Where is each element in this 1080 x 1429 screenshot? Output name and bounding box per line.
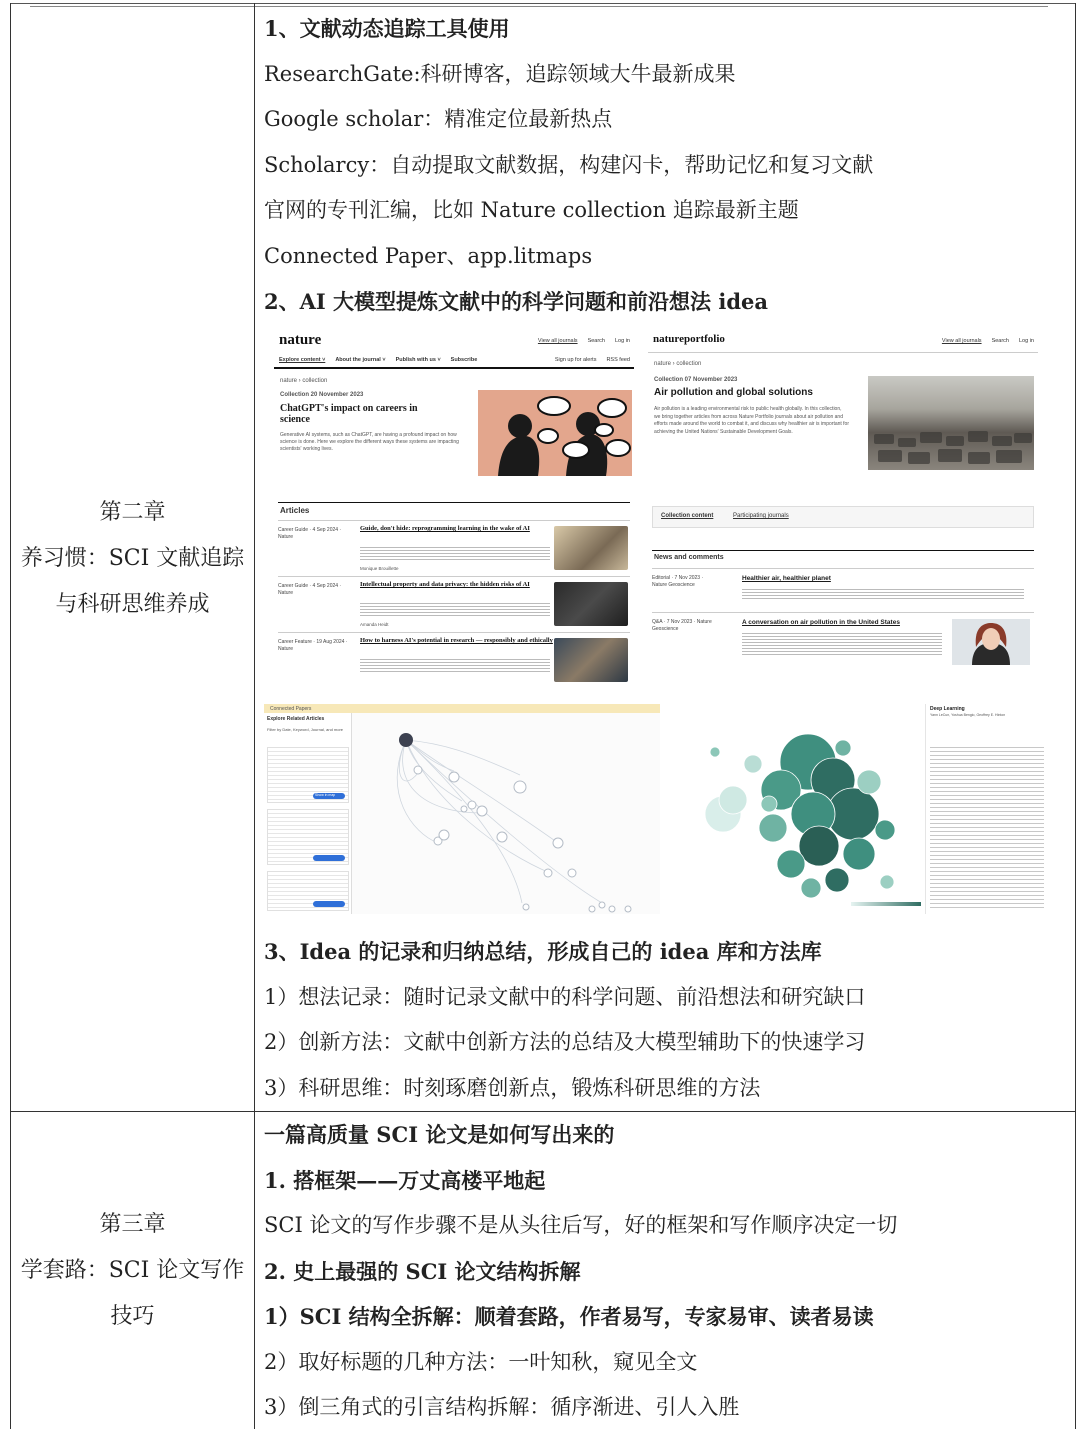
traffic-photo (868, 376, 1034, 470)
chapter3-number: 第三章 (99, 1211, 166, 1237)
news-row[interactable] (652, 568, 1034, 612)
top-banner (264, 704, 660, 713)
article-row[interactable] (278, 632, 630, 682)
article-title[interactable]: Guide, don't hide: reprogramming learning in the wake of AI (360, 525, 530, 532)
article-meta: Career Guide · 4 Sep 2024 · Nature (278, 527, 342, 540)
show-in-map-label: Show in map (315, 793, 336, 797)
news-label: News and comments (654, 554, 724, 561)
breadcrumb: nature › collection (654, 361, 702, 367)
portrait-photo (952, 619, 1030, 665)
chapter2-content-bottom (264, 929, 1072, 1111)
paper-abstract (930, 744, 1044, 910)
sidebar-title: Explore Related Articles (267, 716, 325, 722)
article-title[interactable]: Intellectual property and data privacy: the hidden risks of AI (360, 581, 530, 588)
articles-rule (278, 502, 630, 503)
section1-item: ResearchGate:科研博客，追踪领域大牛最新成果 (264, 61, 736, 86)
related-articles-sidebar (264, 713, 352, 914)
article-meta: Career Guide · 4 Sep 2024 · Nature (278, 583, 342, 596)
section1-heading: 1、文献动态追踪工具使用 (264, 16, 510, 41)
article-thumbnail (554, 638, 628, 682)
news-title[interactable]: A conversation on air pollution in the United States (742, 619, 900, 626)
table-column-divider (254, 3, 255, 1429)
collection-date: Collection 20 November 2023 (280, 392, 364, 398)
section3-item: 1）想法记录：随时记录文献中的科学问题、前沿想法和研究缺口 (264, 984, 866, 1009)
citation-graph[interactable] (352, 713, 660, 914)
article-thumbnail (554, 526, 628, 570)
nature-nav-right (555, 357, 630, 363)
nature-collection-screenshot (274, 330, 634, 682)
related-article-card[interactable] (267, 747, 349, 803)
nature-nav (279, 357, 477, 363)
table-right-border (1075, 3, 1076, 1429)
bubble-cluster-map[interactable] (673, 704, 923, 914)
login-link[interactable]: Log in (615, 338, 630, 344)
alerts-link[interactable]: Sign up for alerts (554, 357, 597, 363)
collection-tabs (652, 506, 1034, 528)
chapter3-title-line1: 学套路：SCI 论文写作 (20, 1257, 245, 1283)
nav-publish[interactable]: Publish with us ˅ (395, 357, 441, 363)
chapter3-title-cell (11, 1112, 254, 1429)
section1-item: Connected Paper、app.litmaps (264, 243, 593, 268)
article-description (360, 545, 550, 561)
related-article-card[interactable] (267, 809, 349, 865)
chapter3-line: 2）取好标题的几种方法：一叶知秋，窥见全文 (264, 1349, 698, 1374)
section3-item: 2）创新方法：文献中创新方法的总结及大模型辅助下的快速学习 (264, 1030, 866, 1054)
article-meta: Career Feature · 19 Aug 2024 · Nature (278, 639, 348, 652)
section2-heading: 2、AI 大模型提炼文献中的科学问题和前沿想法 idea (264, 289, 768, 314)
nature-logo: nature (279, 332, 322, 348)
nav-subscribe[interactable]: Subscribe (450, 357, 478, 363)
news-row[interactable] (652, 612, 1034, 678)
rss-link[interactable]: RSS feed (606, 357, 630, 363)
article-row[interactable] (278, 520, 630, 576)
litmaps-bubble-screenshot (673, 704, 1049, 914)
article-title[interactable]: How to harness AI's potential in research — responsibly and ethically (360, 637, 553, 644)
article-author: Monique Brouillette (360, 566, 399, 571)
show-in-map-button[interactable] (313, 855, 345, 861)
car-icon (868, 376, 1034, 470)
nav-explore[interactable]: Explore content ˅ (279, 357, 326, 363)
news-meta: Q&A · 7 Nov 2023 · Nature Geoscience (652, 619, 712, 632)
article-thumbnail (554, 582, 628, 626)
top-rule (10, 3, 1076, 4)
chapter3-title-line2: 技巧 (110, 1303, 155, 1329)
view-journals-link[interactable]: View all journals (941, 338, 982, 344)
chapter3-line: 2. 史上最强的 SCI 论文结构拆解 (264, 1258, 581, 1284)
news-description (742, 587, 1024, 599)
tab-participating-journals[interactable]: Participating journals (733, 513, 789, 519)
collection-description: Generative AI systems, such as ChatGPT, are having a profound impact on how science is done. Here we explore the different ways these systems are impacting scientists' working lives. (280, 432, 459, 452)
news-rule (652, 550, 1034, 551)
nature-top-links (538, 338, 630, 344)
section1-item: 官网的专刊汇编，比如 Nature collection 追踪最新主题 (264, 198, 799, 222)
speech-bubbles-icon (478, 390, 632, 476)
search-link[interactable]: Search (991, 338, 1009, 344)
section1-item: Scholarcy：自动提取文献数据，构建闪卡，帮助记忆和复习文献 (264, 152, 874, 177)
show-in-map-button[interactable] (313, 793, 345, 799)
chapter3-line: SCI 论文的写作步骤不是从头往后写，好的框架和写作顺序决定一切 (264, 1213, 898, 1237)
login-link[interactable]: Log in (1019, 338, 1034, 344)
nav-underline (274, 367, 634, 369)
collection-title: ChatGPT's impact on careers in science (280, 403, 418, 425)
article-author: Amanda Heidt (360, 622, 389, 627)
section1-item: Google scholar：精准定位最新热点 (264, 107, 613, 131)
breadcrumb: nature › collection (280, 378, 328, 384)
articles-label: Articles (280, 506, 310, 515)
show-in-map-button[interactable] (313, 901, 345, 907)
chapter2-number: 第二章 (99, 499, 166, 525)
header-rule (648, 352, 1038, 353)
person-icon (952, 619, 1030, 665)
news-meta: Editorial · 7 Nov 2023 · Nature Geoscience (652, 575, 704, 588)
collection-description: Air pollution is a leading environmental risk to public health globally. In this collection, we bring together articles from across Nature Portfolio journals about air pollution and efforts made around the world to combat it, and discuss why healthier air is important for achieving the United Nations' Sustainable Development Goals. (654, 406, 850, 435)
related-article-card[interactable] (267, 871, 349, 911)
banner-text: Connected Papers (270, 706, 312, 712)
chapter3-content (264, 1112, 1072, 1429)
portfolio-top-links (942, 338, 1034, 344)
filter-text: Filter by Date, Keyword, Journal, and more (267, 727, 344, 732)
chapter3-line: 1. 搭框架——万丈高楼平地起 (264, 1167, 546, 1193)
chapter2-title-cell (11, 6, 254, 1111)
collection-title: Air pollution and global solutions (654, 387, 813, 398)
chapter3-line: 一篇高质量 SCI 论文是如何写出来的 (264, 1122, 615, 1147)
article-description (360, 601, 550, 617)
nav-about[interactable]: About the journal ˅ (335, 357, 386, 363)
hero-illustration (478, 390, 632, 476)
article-row[interactable] (278, 576, 630, 632)
section3-heading: 3、Idea 的记录和归纳总结，形成自己的 idea 库和方法库 (264, 939, 822, 964)
chapter2-title-line1: 养习惯：SCI 文献追踪 (20, 545, 245, 571)
paper-detail-panel (925, 704, 1049, 914)
chapter3-line: 1）SCI 结构全拆解：顺着套路，作者易写，专家易审、读者易读 (264, 1304, 874, 1329)
chapter2-content-top (264, 6, 1072, 325)
news-description (742, 631, 942, 655)
portfolio-collection-screenshot (648, 330, 1038, 682)
article-description (360, 657, 550, 673)
section3-item: 3）科研思维：时刻琢磨创新点，锻炼科研思维的方法 (264, 1075, 761, 1100)
search-link[interactable]: Search (587, 338, 605, 344)
natureportfolio-logo: natureportfolio (653, 333, 725, 345)
chapter3-line: 3）倒三角式的引言结构拆解：循序渐进、引人入胜 (264, 1395, 740, 1419)
chapter2-title-line2: 与科研思维养成 (55, 591, 210, 617)
connected-papers-screenshot (264, 704, 660, 914)
news-title[interactable]: Healthier air, healthier planet (742, 575, 831, 582)
collection-date: Collection 07 November 2023 (654, 377, 738, 383)
view-journals-link[interactable]: View all journals (537, 338, 578, 344)
tab-collection-content[interactable]: Collection content (661, 513, 714, 519)
paper-authors: Yann LeCun, Yoshua Bengio, Geoffrey E. Hinton (930, 713, 1006, 717)
paper-title: Deep Learning (930, 706, 965, 712)
